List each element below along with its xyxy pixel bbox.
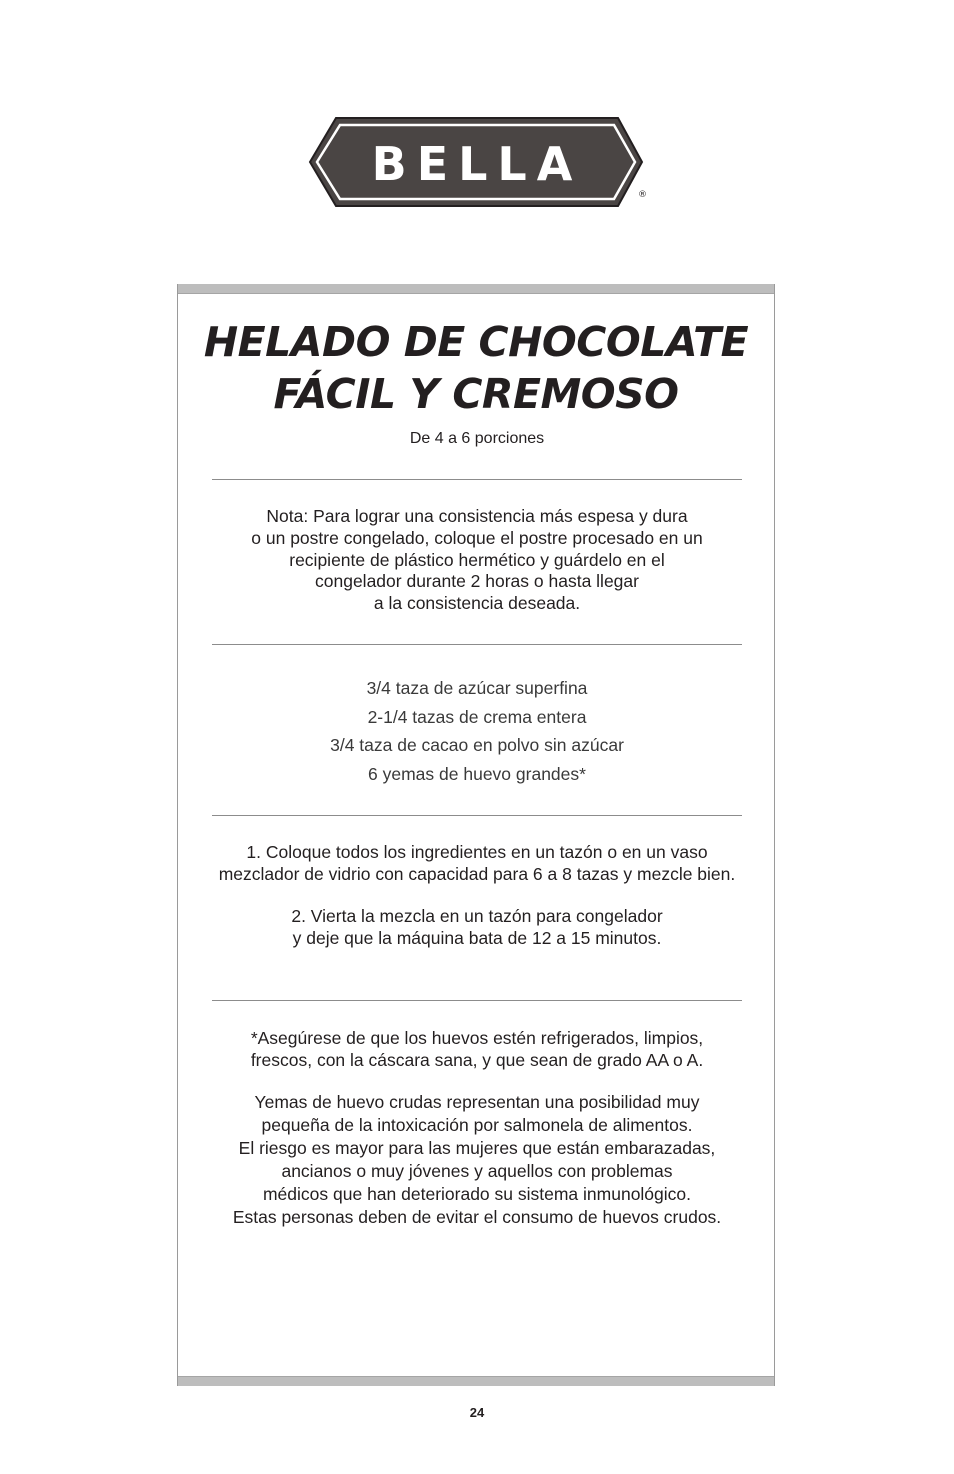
step-line: y deje que la máquina bata de 12 a 15 minutos. — [292, 927, 662, 948]
warning-line: Estas personas deben de evitar el consumo de huevos crudos. — [232, 1207, 722, 1227]
note-line: o un postre congelado, coloque el postre procesado en un — [251, 527, 703, 548]
divider — [212, 1000, 742, 1001]
registered-mark: ® — [638, 190, 647, 200]
page-number: 24 — [469, 1405, 485, 1420]
servings: De 4 a 6 porciones — [409, 430, 545, 447]
warning-line: Yemas de huevo crudas representan una posibilidad muy — [254, 1092, 700, 1112]
ingredient-item: 3/4 taza de azúcar superfina — [366, 678, 588, 698]
ingredient-item: 3/4 taza de cacao en polvo sin azúcar — [330, 735, 624, 756]
footnote-line: *Asegúrese de que los huevos estén refrigerados, limpios, — [250, 1028, 704, 1048]
step-line: 2. Vierta la mezcla en un tazón para congelador — [291, 906, 663, 926]
warning-line: pequeña de la intoxicación por salmonela de alimentos. — [261, 1115, 693, 1135]
step-line: 1. Coloque todos los ingredientes en un tazón o en un vaso — [246, 842, 708, 862]
note-line: Nota: Para lograr una consistencia más espesa y dura — [266, 506, 688, 526]
recipe-title-line1: HELADO DE CHOCOLATE — [203, 318, 749, 366]
step-2 — [150, 906, 804, 950]
warning-line: ancianos o muy jóvenes y aquellos con problemas — [281, 1161, 673, 1181]
step-line: mezclador de vidrio con capacidad para 6 a 8 tazas y mezcle bien. — [218, 863, 736, 884]
bella-logo — [306, 112, 648, 212]
divider — [212, 815, 742, 816]
note — [150, 506, 804, 615]
ingredients-list — [150, 674, 804, 788]
note-line: congelador durante 2 horas o hasta llegar — [315, 571, 639, 592]
card-top-bar — [178, 284, 774, 294]
note-line: recipiente de plástico hermético y guárdelo en el — [289, 549, 665, 570]
recipe-title-line2: FÁCIL Y CREMOSO — [273, 370, 679, 418]
card-bottom-bar — [178, 1376, 774, 1386]
footnote-line: frescos, con la cáscara sana, y que sean de grado AA o A. — [250, 1049, 704, 1070]
ingredient-item: 2-1/4 tazas de crema entera — [367, 706, 587, 727]
divider — [212, 479, 742, 480]
divider — [212, 644, 742, 645]
ingredient-item: 6 yemas de huevo grandes* — [368, 763, 586, 784]
brand-name: BELLA — [371, 137, 583, 191]
footnote — [150, 1028, 804, 1072]
warning-line: El riesgo es mayor para las mujeres que están embarazadas, — [238, 1138, 716, 1158]
note-line: a la consistencia deseada. — [373, 593, 581, 614]
warning — [150, 1091, 804, 1229]
step-1 — [150, 842, 804, 886]
warning-line: médicos que han deteriorado su sistema inmunológico. — [262, 1184, 692, 1204]
